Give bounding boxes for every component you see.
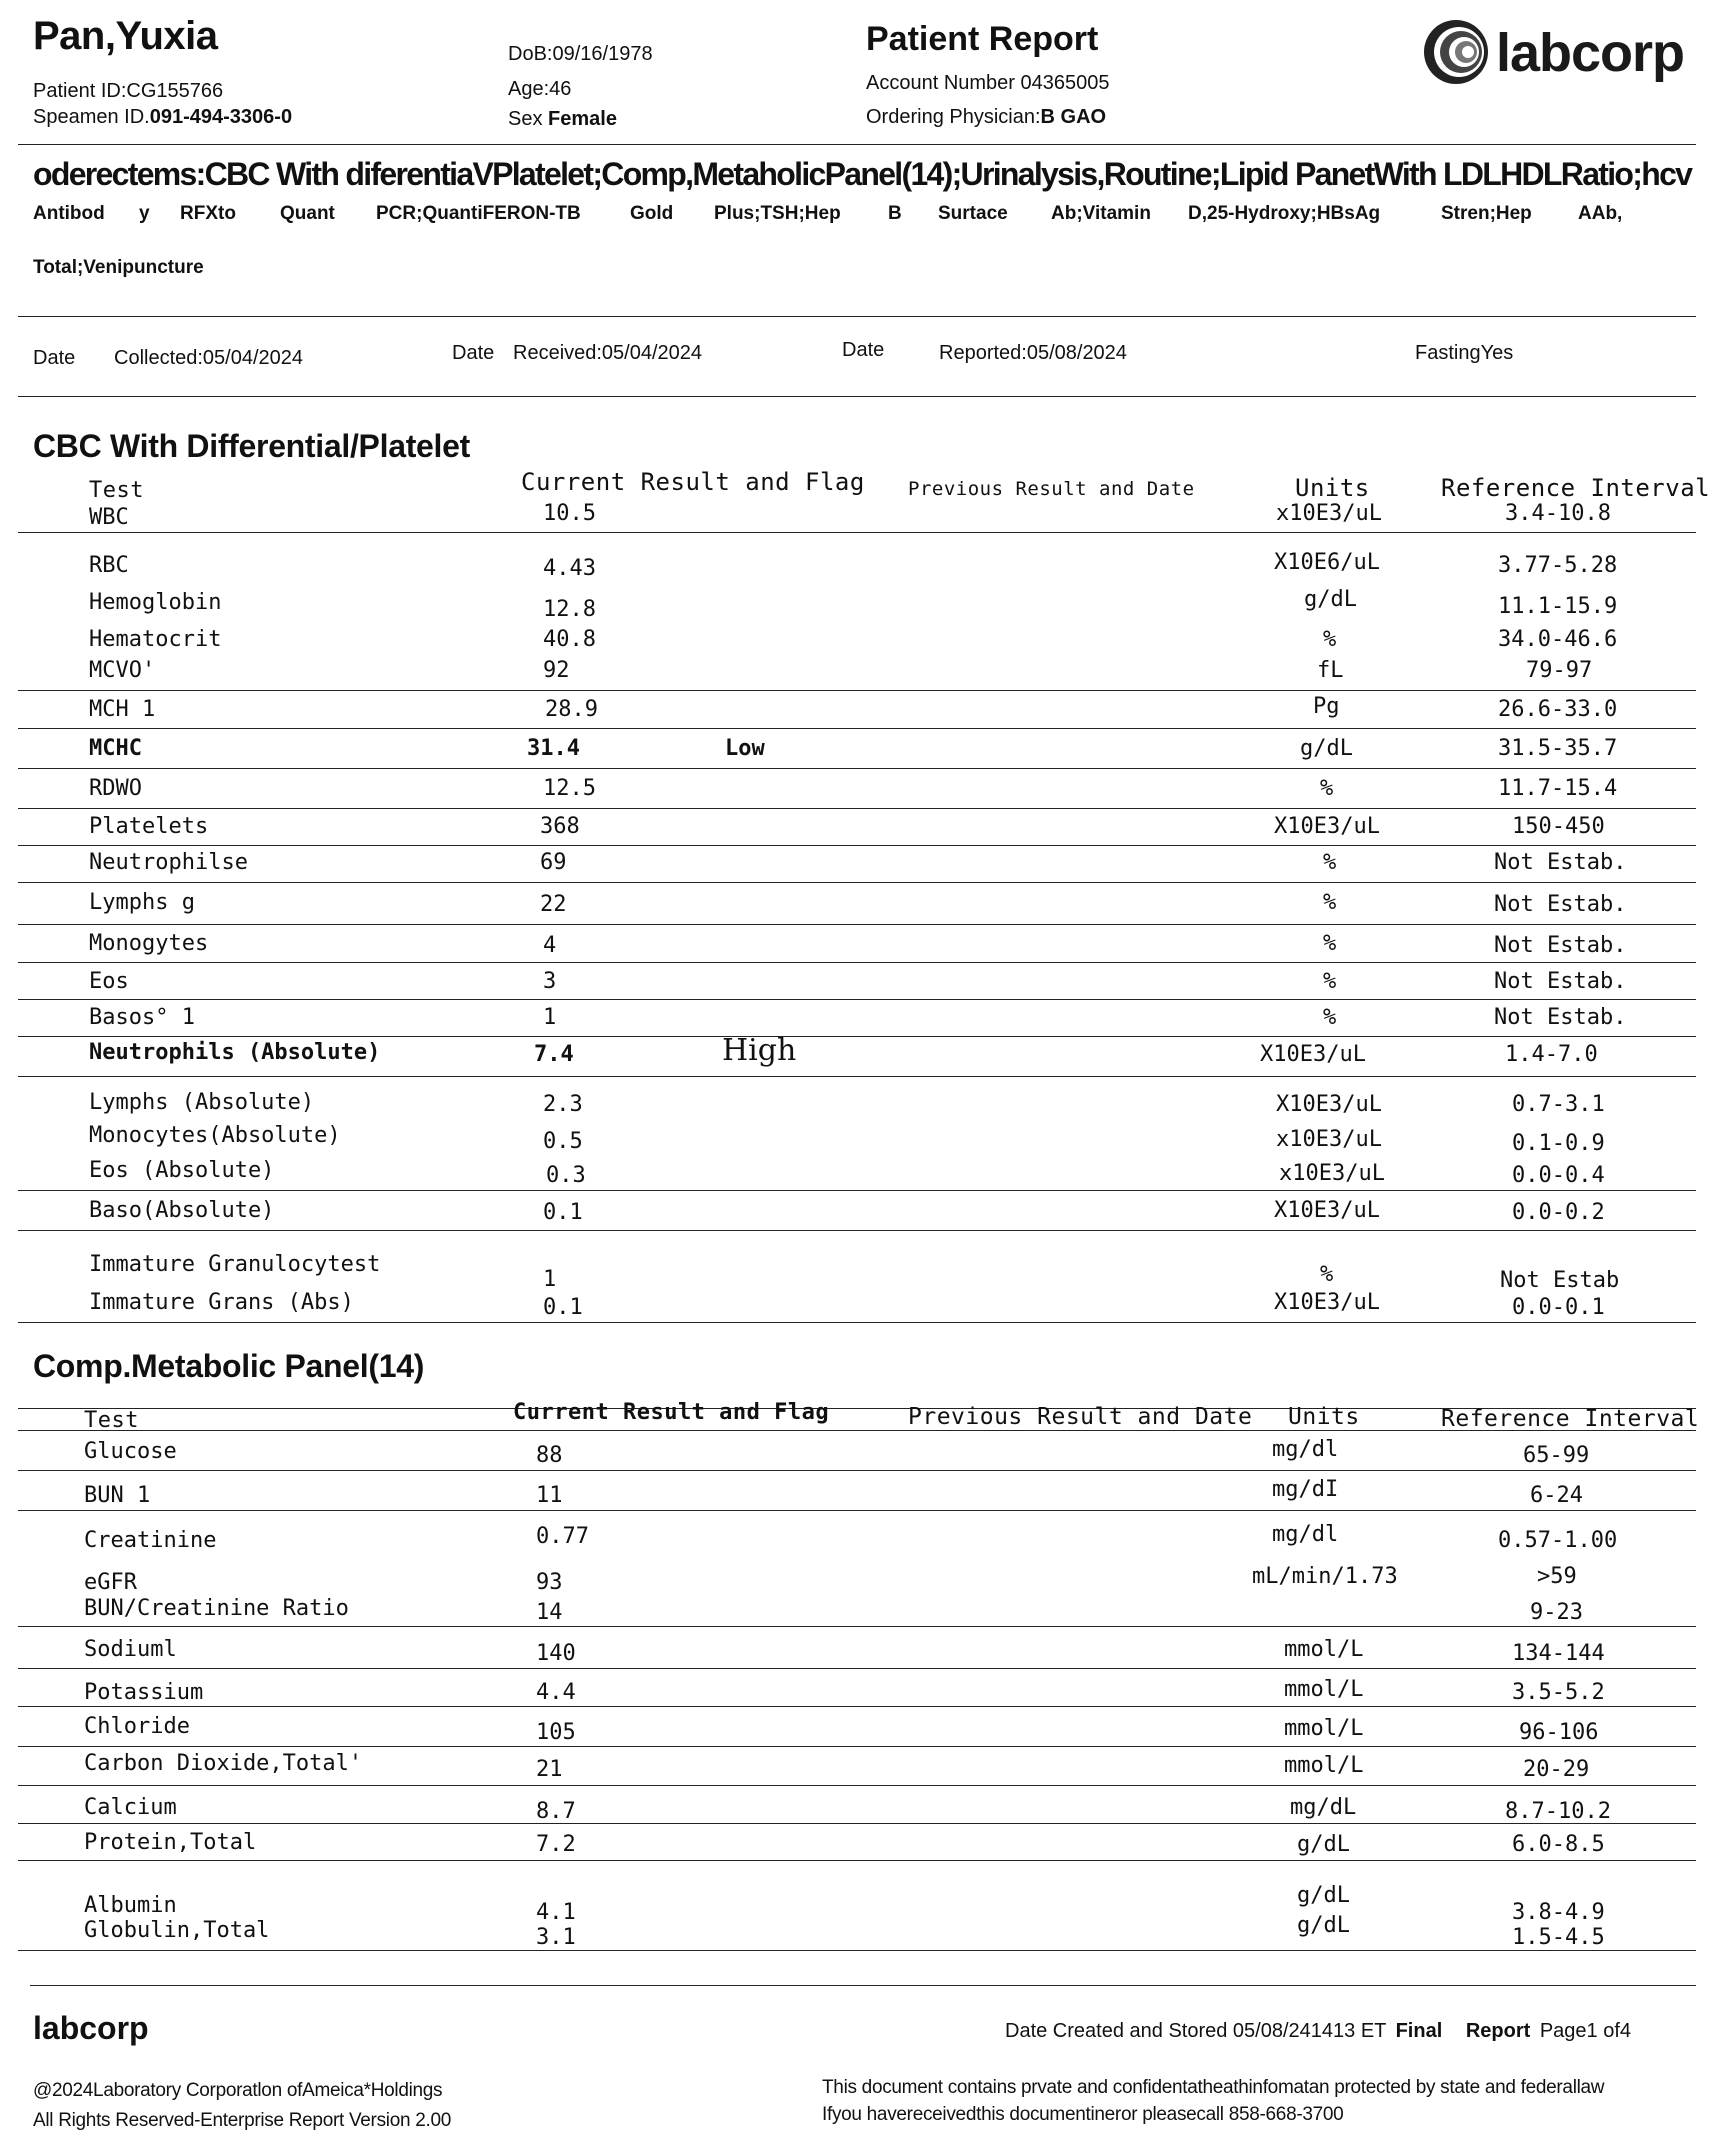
cmp-row-divider <box>18 1510 1696 1511</box>
cbc-row-ref: 1.4-7.0 <box>1505 1042 1598 1067</box>
cbc-row-result: 4 <box>543 933 557 958</box>
footer-notice-2: Ifyou havereceivedthis documentineror pleasecall 858-668-3700 <box>822 2104 1344 2125</box>
date-received-label: Date <box>452 342 495 364</box>
specimen-id-label: Speamen ID. <box>33 106 150 128</box>
cmp-row-test: Chloride <box>84 1714 190 1739</box>
cmp-row-ref: 6.0-8.5 <box>1512 1832 1605 1857</box>
cmp-row-units: g/dL <box>1297 1913 1350 1938</box>
cbc-col-units: Units <box>1295 474 1370 502</box>
cmp-row-ref: 0.57-1.00 <box>1498 1528 1618 1553</box>
cbc-row-ref: 31.5-35.7 <box>1498 736 1618 761</box>
ordered-items-line2-m: AAb, <box>1578 203 1623 224</box>
date-reported: Reported:05/08/2024 <box>939 342 1127 364</box>
cmp-row-result: 105 <box>536 1720 576 1745</box>
account-number: Account Number 04365005 <box>866 72 1110 94</box>
cbc-row-units: x10E3/uL <box>1276 1127 1382 1152</box>
cbc-row-divider <box>18 808 1696 809</box>
cmp-row-units: mg/dl <box>1272 1522 1339 1547</box>
cbc-row-units: x10E3/uL <box>1279 1161 1385 1186</box>
cbc-row-ref: 0.1-0.9 <box>1512 1131 1605 1156</box>
cbc-row-test: RDWO <box>89 776 142 801</box>
cbc-row-units: % <box>1323 890 1337 915</box>
cbc-row-ref: Not Estab. <box>1494 1005 1627 1030</box>
cbc-row-divider <box>18 845 1696 846</box>
cmp-row-divider <box>18 1470 1696 1471</box>
cmp-row-units: mg/dL <box>1290 1795 1357 1820</box>
cbc-row-test: Platelets <box>89 814 209 839</box>
cmp-row-result: 11 <box>536 1483 563 1508</box>
cbc-row-ref: 0.7-3.1 <box>1512 1092 1605 1117</box>
cmp-row-ref: 1.5-4.5 <box>1512 1925 1605 1950</box>
cbc-row-divider <box>18 999 1696 1000</box>
patient-id: Patient ID:CG155766 <box>33 80 224 102</box>
patient-name: Pan,Yuxia <box>33 14 218 58</box>
cbc-row-result: 0.1 <box>543 1200 583 1225</box>
cbc-row-test: Lymphs (Absolute) <box>89 1090 315 1115</box>
cbc-row-ref: 0.0-0.4 <box>1512 1163 1605 1188</box>
cmp-row-result: 93 <box>536 1570 563 1595</box>
labcorp-logo-text: labcorp <box>1496 23 1685 83</box>
header-divider <box>18 144 1696 145</box>
cbc-row-ref: Not Estab. <box>1494 892 1627 917</box>
date-of-birth: DoB:09/16/1978 <box>508 43 653 65</box>
cmp-row-ref: 6-24 <box>1530 1483 1583 1508</box>
cbc-row-result: 0.3 <box>546 1163 586 1188</box>
date-collected: Collected:05/04/2024 <box>114 347 304 369</box>
cmp-row-divider <box>18 1823 1696 1824</box>
ordered-items-line2-l: Stren;Hep <box>1441 203 1532 224</box>
cmp-row-result: 21 <box>536 1757 563 1782</box>
cbc-row-result: 10.5 <box>543 501 596 526</box>
cbc-row-test: Lymphs g <box>89 890 195 915</box>
dates-bottom-divider <box>18 396 1696 397</box>
cbc-col-reference: Reference Interval <box>1441 474 1711 502</box>
cmp-row-ref: 8.7-10.2 <box>1505 1799 1611 1824</box>
cbc-row-ref: Not Estab. <box>1494 850 1627 875</box>
cbc-row-result: 0.1 <box>543 1295 583 1320</box>
cbc-row-units: X10E3/uL <box>1274 1290 1380 1315</box>
cbc-row-units: % <box>1323 1005 1337 1030</box>
cbc-row-units: X10E3/uL <box>1274 1198 1380 1223</box>
cmp-row-ref: 134-144 <box>1512 1641 1605 1666</box>
cbc-row-units: % <box>1323 969 1337 994</box>
ordered-items-line2-h: B <box>888 203 902 224</box>
cmp-table-bottom <box>18 1950 1696 1951</box>
cmp-row-units: mmol/L <box>1284 1677 1364 1702</box>
specimen-id-value: 091-494-3306-0 <box>149 106 293 128</box>
cbc-section-title: CBC With Differential/Platelet <box>33 428 470 464</box>
cmp-row-test: Creatinine <box>84 1528 217 1553</box>
cmp-row-test: Glucose <box>84 1439 177 1464</box>
cbc-row-units: % <box>1320 1262 1334 1287</box>
cbc-row-divider <box>18 532 1696 533</box>
cbc-row-ref: 0.0-0.1 <box>1512 1295 1605 1320</box>
cmp-row-units: mL/min/1.73 <box>1252 1564 1398 1589</box>
cmp-row-result: 14 <box>536 1600 563 1625</box>
cbc-row-test: Basos° 1 <box>89 1005 195 1030</box>
cbc-row-ref: 79-97 <box>1526 658 1593 683</box>
patient-age: Age:46 <box>508 78 572 100</box>
cmp-row-ref: 65-99 <box>1523 1443 1590 1468</box>
cmp-row-result: 140 <box>536 1641 576 1666</box>
cbc-row-test: MCH 1 <box>89 697 156 722</box>
cbc-row-ref: Not Estab. <box>1494 969 1627 994</box>
cmp-row-test: Albumin <box>84 1893 177 1918</box>
cmp-row-test: Potassium <box>84 1680 204 1705</box>
cmp-row-divider <box>18 1785 1696 1786</box>
cbc-row-units: g/dL <box>1304 587 1357 612</box>
ordered-items-line2-j: Ab;Vitamin <box>1051 203 1151 224</box>
cmp-row-units: mg/dl <box>1272 1437 1339 1462</box>
physician-label: Ordering Physician: <box>866 106 1041 128</box>
footer-notice-1: This document contains prvate and confidentatheathinfomatan protected by state and federallaw <box>822 2077 1605 2098</box>
cmp-row-divider <box>18 1860 1696 1861</box>
cbc-row-ref: 0.0-0.2 <box>1512 1200 1605 1225</box>
cbc-row-units: X10E6/uL <box>1274 550 1380 575</box>
cbc-row-test: Immature Granulocytest <box>89 1252 381 1277</box>
cmp-row-result: 8.7 <box>536 1799 576 1824</box>
cmp-row-divider <box>18 1626 1696 1627</box>
cbc-row-units: fL <box>1317 658 1344 683</box>
cbc-row-units: % <box>1323 627 1337 652</box>
cbc-row-units: Pg <box>1313 694 1340 719</box>
patient-sex <box>508 108 617 131</box>
cbc-row-result: 2.3 <box>543 1092 583 1117</box>
cmp-header-bottom <box>18 1430 1696 1431</box>
cbc-col-current: Current Result and Flag <box>521 468 865 496</box>
cmp-row-test: Protein,Total <box>84 1830 257 1855</box>
cmp-row-ref: 20-29 <box>1523 1757 1590 1782</box>
cbc-row-units: % <box>1323 850 1337 875</box>
cbc-row-test: Neutrophilse <box>89 850 248 875</box>
cmp-row-result: 4.1 <box>536 1900 576 1925</box>
cbc-row-divider <box>18 728 1696 729</box>
cbc-row-result: 12.8 <box>543 597 596 622</box>
ordered-items-line2-f: Gold <box>630 203 674 224</box>
cbc-row-ref: 3.77-5.28 <box>1498 553 1618 578</box>
report-title: Patient Report <box>866 20 1099 58</box>
cmp-col-test: Test <box>84 1408 139 1433</box>
cmp-row-units: mg/dI <box>1272 1477 1339 1502</box>
cbc-row-result: 31.4 <box>527 736 580 761</box>
cbc-row-flag: Low <box>725 736 765 761</box>
cbc-row-divider <box>18 1190 1696 1191</box>
cmp-row-ref: >59 <box>1537 1564 1577 1589</box>
cmp-row-units: mmol/L <box>1284 1637 1364 1662</box>
labcorp-logo-icon <box>1418 14 1498 90</box>
cmp-row-result: 88 <box>536 1443 563 1468</box>
footer-final: Final <box>1395 2020 1443 2042</box>
cbc-row-test: Neutrophils (Absolute) <box>89 1040 381 1065</box>
cmp-row-ref: 9-23 <box>1530 1600 1583 1625</box>
cbc-row-ref: Not Estab. <box>1494 933 1627 958</box>
cbc-row-test: Baso(Absolute) <box>89 1198 275 1223</box>
cbc-row-divider <box>18 768 1696 769</box>
ordered-items-line2-d: Quant <box>280 203 335 224</box>
cbc-row-result: 22 <box>540 892 567 917</box>
cmp-row-units: mmol/L <box>1284 1753 1364 1778</box>
cbc-row-ref: 3.4-10.8 <box>1505 501 1611 526</box>
cmp-row-divider <box>18 1746 1696 1747</box>
date-reported-label: Date <box>842 339 885 361</box>
date-collected-label: Date <box>33 347 76 369</box>
cbc-row-test: Monogytes <box>89 931 209 956</box>
ordered-items-line2-b: y <box>139 203 150 224</box>
cbc-row-units: % <box>1323 931 1337 956</box>
cbc-row-test: Immature Grans (Abs) <box>89 1290 354 1315</box>
cbc-row-test: MCHC <box>89 736 142 761</box>
cbc-row-test: Eos <box>89 969 129 994</box>
footer-rights: All Rights Reserved-Enterprise Report Version 2.00 <box>33 2110 451 2131</box>
footer-copyright: @2024Laboratory Corporatlon ofAmeica*Holdings <box>33 2080 443 2101</box>
ordered-items-line2-k: D,25-Hydroxy;HBsAg <box>1188 203 1381 224</box>
cbc-row-flag: High <box>722 1033 797 1068</box>
cmp-row-result: 7.2 <box>536 1832 576 1857</box>
cbc-row-ref: 11.7-15.4 <box>1498 776 1618 801</box>
sex-value: Female <box>548 108 617 130</box>
dates-top-divider <box>18 316 1696 317</box>
cmp-row-test: Calcium <box>84 1795 177 1820</box>
cmp-col-units: Units <box>1288 1404 1360 1430</box>
specimen-id <box>33 106 292 129</box>
cbc-row-ref: 150-450 <box>1512 814 1605 839</box>
cbc-col-previous: Previous Result and Date <box>908 478 1195 500</box>
cbc-row-result: 7.4 <box>534 1042 574 1067</box>
cmp-row-result: 4.4 <box>536 1680 576 1705</box>
cbc-row-units: X10E3/uL <box>1276 1092 1382 1117</box>
cmp-col-reference: Reference Interval <box>1441 1406 1700 1432</box>
cbc-row-ref: 34.0-46.6 <box>1498 627 1618 652</box>
cbc-row-result: 4.43 <box>543 556 596 581</box>
footer-page: Page1 of4 <box>1539 2020 1632 2042</box>
cbc-row-result: 1 <box>543 1005 557 1030</box>
ordering-physician <box>866 106 1106 129</box>
cmp-col-current: Current Result and Flag <box>513 1400 830 1425</box>
cbc-row-result: 0.5 <box>543 1129 583 1154</box>
cbc-row-ref: 26.6-33.0 <box>1498 697 1618 722</box>
cbc-row-units: x10E3/uL <box>1276 501 1382 526</box>
cbc-table-bottom <box>18 1322 1696 1323</box>
cbc-row-test: Monocytes(Absolute) <box>89 1123 341 1148</box>
cmp-row-result: 3.1 <box>536 1925 576 1950</box>
cbc-row-test: MCVO' <box>89 658 156 683</box>
cbc-row-divider <box>18 882 1696 883</box>
cbc-row-divider <box>18 1076 1696 1077</box>
cmp-row-ref: 3.8-4.9 <box>1512 1900 1605 1925</box>
footer-report: Report <box>1465 2020 1531 2042</box>
cmp-section-title: Comp.Metabolic Panel(14) <box>33 1348 425 1384</box>
cbc-row-divider <box>18 1036 1696 1037</box>
cbc-row-divider <box>18 1230 1696 1231</box>
ordered-items: oderectems:CBC With diferentiaVPlatelet;Comp,MetaholicPanel(14);Urinalysis,Routine;Lipid PanetWith LDLHDLRatio;hcv <box>33 156 1692 192</box>
cmp-row-units: g/dL <box>1297 1883 1350 1908</box>
cmp-row-units: g/dL <box>1297 1832 1350 1857</box>
cbc-row-ref: Not Estab <box>1500 1268 1620 1293</box>
fasting-status: FastingYes <box>1415 342 1514 364</box>
cbc-row-test: RBC <box>89 553 129 578</box>
cbc-col-test: Test <box>89 478 144 503</box>
cmp-row-test: Sodiuml <box>84 1637 177 1662</box>
cbc-row-divider <box>18 962 1696 963</box>
cmp-row-units: mmol/L <box>1284 1716 1364 1741</box>
cmp-row-test: Carbon Dioxide,Total' <box>84 1751 363 1776</box>
ordered-items-line2-a: Antibod <box>33 203 105 224</box>
cmp-row-test: Globulin,Total <box>84 1918 270 1943</box>
cbc-row-result: 40.8 <box>543 627 596 652</box>
cbc-row-result: 1 <box>543 1267 557 1292</box>
cbc-row-test: Eos (Absolute) <box>89 1158 275 1183</box>
cbc-row-result: 12.5 <box>543 776 596 801</box>
labcorp-logo <box>1418 14 1685 90</box>
physician-value: B GAO <box>1040 106 1107 128</box>
cbc-row-result: 3 <box>543 969 557 994</box>
cmp-row-ref: 3.5-5.2 <box>1512 1680 1605 1705</box>
cmp-row-result: 0.77 <box>536 1524 589 1549</box>
ordered-items-line3: Total;Venipuncture <box>33 257 204 278</box>
cbc-row-units: X10E3/uL <box>1260 1042 1366 1067</box>
cmp-row-divider <box>18 1706 1696 1707</box>
cbc-row-test: Hematocrit <box>89 627 222 652</box>
cmp-row-test: BUN 1 <box>84 1483 151 1508</box>
ordered-items-line2-g: Plus;TSH;Hep <box>714 203 841 224</box>
footer-report-info <box>1005 2020 1631 2043</box>
cmp-row-ref: 96-106 <box>1519 1720 1599 1745</box>
cbc-row-divider <box>18 924 1696 925</box>
sex-label: Sex <box>508 108 543 130</box>
cbc-row-result: 69 <box>540 850 567 875</box>
cbc-row-units: % <box>1320 776 1334 801</box>
cbc-row-units: g/dL <box>1300 736 1353 761</box>
cbc-row-result: 92 <box>543 658 570 683</box>
ordered-items-line2-c: RFXto <box>180 203 236 224</box>
cmp-col-previous: Previous Result and Date <box>908 1404 1253 1430</box>
cbc-row-test: Hemoglobin <box>89 590 222 615</box>
cbc-row-divider <box>18 690 1696 691</box>
footer-logo: labcorp <box>33 2010 149 2046</box>
cbc-row-result: 368 <box>540 814 580 839</box>
date-received: Received:05/04/2024 <box>513 342 703 364</box>
cbc-row-result: 28.9 <box>545 697 598 722</box>
cbc-row-test: WBC <box>89 505 129 530</box>
cmp-row-divider <box>18 1668 1696 1669</box>
footer-divider <box>30 1985 1696 1986</box>
footer-created: Date Created and Stored 05/08/241413 ET <box>1005 2020 1387 2042</box>
cmp-row-test: BUN/Creatinine Ratio <box>84 1596 349 1621</box>
cbc-row-units: X10E3/uL <box>1274 814 1380 839</box>
ordered-items-line2-e: PCR;QuantiFERON-TB <box>376 203 581 224</box>
cbc-row-ref: 11.1-15.9 <box>1498 594 1618 619</box>
ordered-items-line2-i: Surtace <box>938 203 1008 224</box>
cmp-row-test: eGFR <box>84 1570 137 1595</box>
